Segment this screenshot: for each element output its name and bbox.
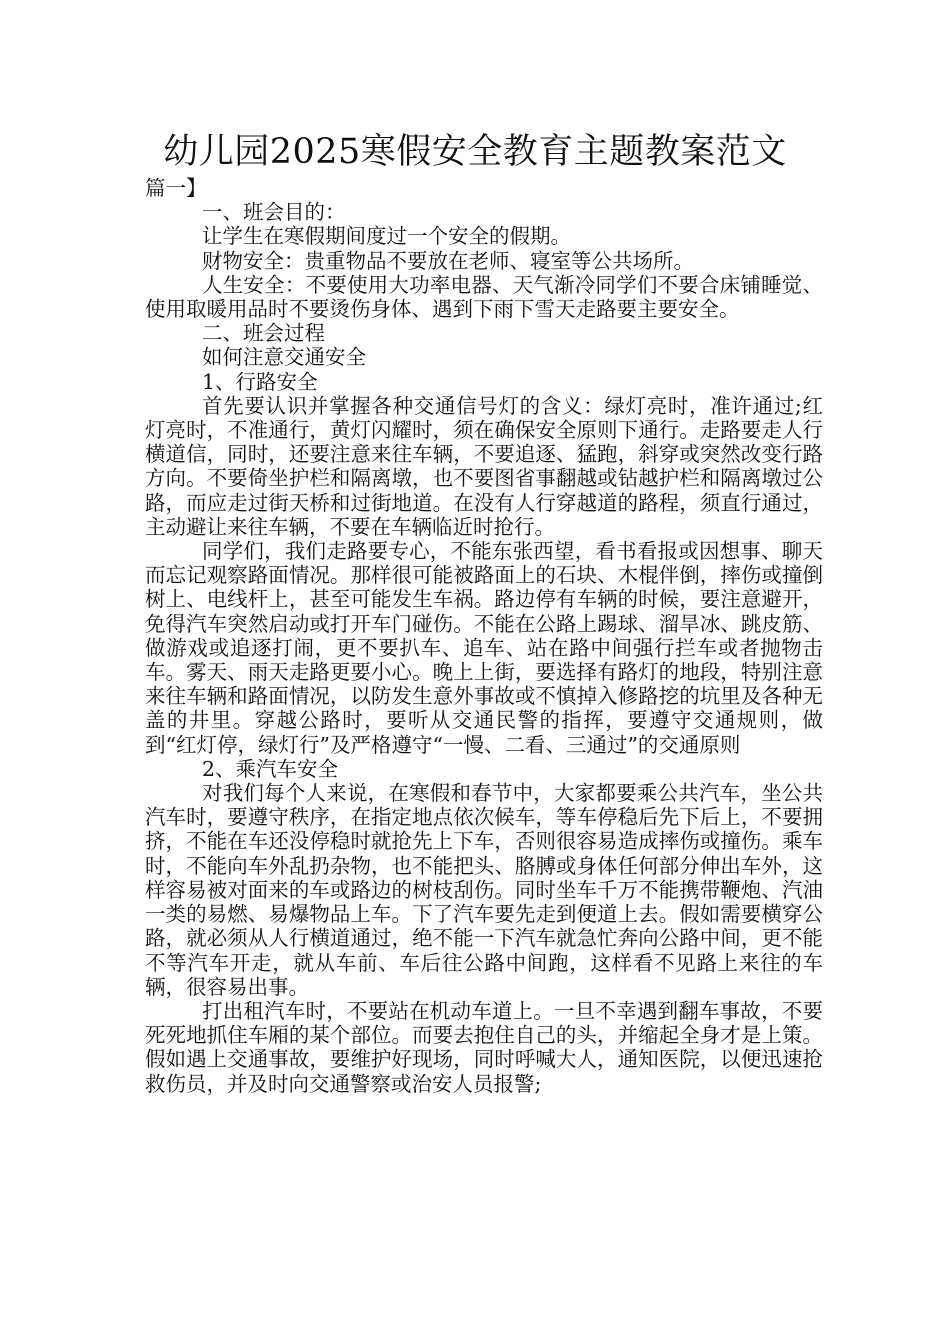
paragraph: 让学生在寒假期间度过一个安全的假期。: [202, 224, 571, 249]
section-heading-part-one: 篇一】: [145, 176, 207, 200]
document-body: [145, 176, 823, 1096]
heading-meeting-purpose: 一、班会目的：: [202, 200, 346, 225]
paragraph: 同学们，我们走路要专心，不能东张西望，看书看报或因想事、聊天而忘记观察路面情况。那样很可能被路面上的石块、木棍伴倒，摔伤或撞倒树上、电线杆上，甚至可能发生车祸。路边停有车辆的时候，要注意避开，免得汽车突然启动或打开车门碰伤。不能在公路上踢球、溜旱冰、跳皮筋、做游戏或追逐打闹，更不要扒车、追车、站在路中间强行拦车或者抛物击车。雾天、雨天走路更要小心。晚上上街，要选择有路灯的地段，特别注意来往车辆和路面情况，以防发生意外事故或不慎掉入修路挖的坑里及各种无盖的井里。穿越公路时，要听从交通民警的指挥，要遵守交通规则，做到“红灯停，绿灯行”及严格遵守“一慢、二看、三通过”的交通原则: [145, 539, 823, 757]
heading-meeting-process: 二、班会过程: [202, 321, 325, 346]
subheading-bus-safety: 2、乘汽车安全: [202, 756, 339, 781]
paragraph: 首先要认识并掌握各种交通信号灯的含义：绿灯亮时，准许通过;红灯亮时，不准通行，黄灯闪耀时，须在确保安全原则下通行。走路要走人行横道信，同时，还要注意来往车辆，不要追逐、猛跑，斜穿或突然改变行路方向。不要倚坐护栏和隔离墩，也不要图省事翻越或钻越护栏和隔离墩过公路，而应走过街天桥和过街地道。在没有人行穿越道的路程，须直行通过，主动避让来往车辆，不要在车辆临近时抢行。: [145, 393, 823, 539]
paragraph: 人生安全：不要使用大功率电器、天气渐冷同学们不要合床铺睡觉、使用取暖用品时不要烫伤身体、遇到下雨下雪天走路要主要安全。: [145, 272, 823, 322]
paragraph: 财物安全：贵重物品不要放在老师、寝室等公共场所。: [202, 248, 694, 273]
paragraph: 打出租汽车时，不要站在机动车道上。一旦不幸遇到翻车事故，不要死死地抓住车厢的某个部位。而要去抱住自己的头，并缩起全身才是上策。假如遇上交通事故，要维护好现场，同时呼喊大人，通知医院，以便迅速抢救伤员，并及时向交通警察或治安人员报警;: [145, 998, 823, 1096]
paragraph: 对我们每个人来说，在寒假和春节中，大家都要乘公共汽车，坐公共汽车时，要遵守秩序，在指定地点依次候车，等车停稳后先下后上，不要拥挤，不能在车还没停稳时就抢先上下车，否则很容易造成摔伤或撞伤。乘车时，不能向车外乱扔杂物，也不能把头、胳膊或身体任何部分伸出车外，这样容易被对面来的车或路边的树枝刮伤。同时坐车千万不能携带鞭炮、汽油一类的易燃、易爆物品上车。下了汽车要先走到便道上去。假如需要横穿公路，就必须从人行横道通过，绝不能一下汽车就急忙奔向公路中间，更不能不等汽车开走，就从车前、车后往公路中间跑，这样看不见路上来往的车辆，很容易出事。: [145, 781, 823, 999]
subheading-walking-safety: 1、行路安全: [202, 369, 318, 394]
document-title: 幼儿园2025寒假安全教育主题教案范文: [163, 132, 787, 172]
subheading-traffic-safety: 如何注意交通安全: [202, 345, 366, 370]
